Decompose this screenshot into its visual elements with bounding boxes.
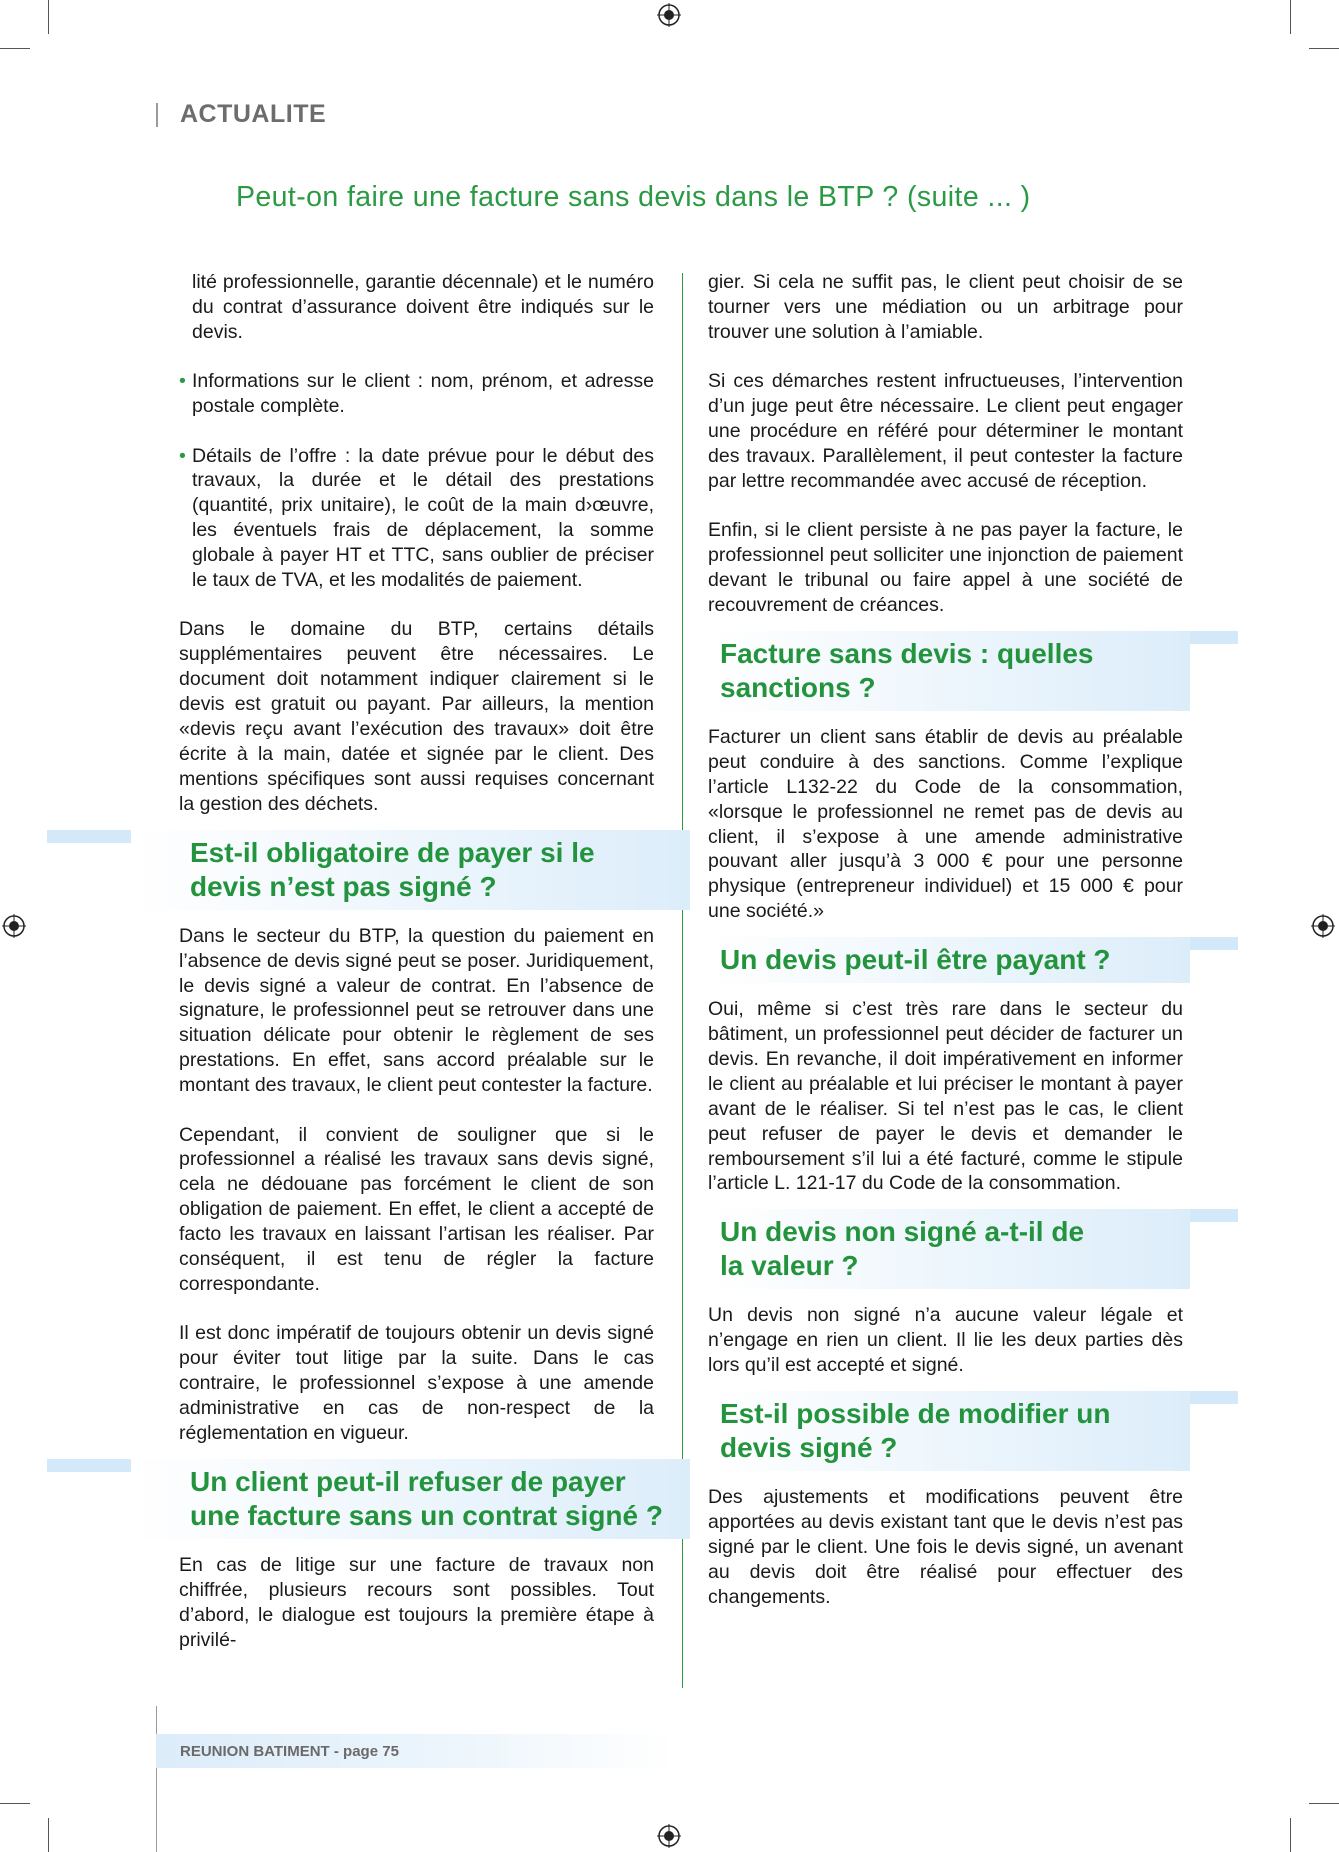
- heading-line: la valeur ?: [720, 1250, 859, 1282]
- footer-line: [156, 1706, 157, 1852]
- left-column: [179, 270, 663, 1653]
- heading-line: une facture sans un contrat signé ?: [190, 1499, 663, 1531]
- paragraph: Oui, même si c’est très rare dans le secteur du bâtiment, un professionnel peut décider de facturer un devis. En revanche, il doit impérativement en informer le client au préalable et lui préciser le montant à payer avant de le réaliser. Si tel n’est pas le cas, le client peut refuser de payer le devis et demander le remboursement s’il lui a été facturé, comme le stipule l’article L. 121-17 du Code de la consommation.: [708, 998, 1183, 1195]
- bullet-icon: •: [179, 444, 186, 467]
- paragraph: Dans le secteur du BTP, la question du paiement en l’absence de devis signé peut se poser. Juridiquement, le devis signé a valeur de contrat. En l’absence de signature, le professionnel peut se retrouver dans une situation délicate pour obtenir le règlement de ses prestations. En effet, sans accord préalable sur le montant des travaux, le client peut contester la facture.: [179, 924, 654, 1097]
- crop-mark: [48, 1818, 49, 1852]
- crop-mark: [1309, 1803, 1339, 1804]
- bullet-item: [179, 369, 654, 419]
- registration-mark-icon: [657, 3, 681, 27]
- section-heading: [708, 631, 1190, 711]
- section-heading: [708, 1391, 1190, 1471]
- heading-line: Facture sans devis : quelles: [720, 637, 1094, 669]
- paragraph: Un devis non signé n’a aucune valeur légale et n’engage en rien un client. Il lie les deux parties dès lors qu’il est accepté et signé.: [708, 1304, 1183, 1377]
- crop-mark: [1290, 1818, 1291, 1852]
- section-heading: [131, 1459, 690, 1539]
- heading-line: devis n’est pas signé ?: [190, 870, 497, 902]
- section-heading: [708, 937, 1190, 983]
- registration-mark-icon: [2, 914, 26, 938]
- paragraph: Cependant, il convient de souligner que si le professionnel a réalisé les travaux sans devis signé, cela ne dédouane pas forcément le client de son obligation de paiement. En effet, le client a accepté de facto les travaux en laissant l’artisan les réaliser. Par conséquent, il est tenu de régler la facture correspondante.: [179, 1123, 654, 1295]
- paragraph: Enfin, si le client persiste à ne pas payer la facture, le professionnel peut solliciter une injonction de paiement devant le tribunal ou faire appel à une société de recouvrement de créances.: [708, 519, 1183, 616]
- section-bar: [156, 103, 158, 127]
- crop-mark: [0, 48, 30, 49]
- section-heading: [708, 1209, 1190, 1289]
- crop-mark: [0, 1803, 30, 1804]
- heading-line: Un devis non signé a-t-il de: [720, 1216, 1085, 1248]
- heading-line: Un client peut-il refuser de payer: [190, 1465, 626, 1497]
- page-title: Peut-on faire une facture sans devis dans le BTP ? (suite ... ): [236, 181, 1031, 213]
- registration-mark-icon: [657, 1824, 681, 1848]
- crop-mark: [1309, 48, 1339, 49]
- footer-page-label: REUNION BATIMENT - page 75: [180, 1743, 399, 1760]
- heading-line: sanctions ?: [720, 671, 876, 703]
- paragraph: En cas de litige sur une facture de travaux non chiffrée, plusieurs recours sont possibles. Tout d’abord, le dialogue est toujours la première étape à privilé-: [179, 1553, 654, 1651]
- paragraph: Dans le domaine du BTP, certains détails supplémentaires peuvent être nécessaires. Le document doit notamment indiquer clairement si le devis est gratuit ou payant. Par ailleurs, la mention «devis reçu avant l’exécution des travaux» doit être écrite à la main, datée et signée par le client. Des mentions spécifiques sont aussi requises concernant la gestion des déchets.: [179, 618, 654, 815]
- heading-line: Est-il possible de modifier un: [720, 1398, 1111, 1430]
- bullet-icon: •: [179, 370, 186, 393]
- bullet-item: [179, 444, 654, 593]
- paragraph: gier. Si cela ne suffit pas, le client peut choisir de se tourner vers une médiation ou un arbitrage pour trouver une solution à l’amiable.: [708, 271, 1183, 343]
- paragraph: lité professionnelle, garantie décennale) et le numéro du contrat d’assurance doivent être indiqués sur le devis.: [192, 271, 654, 343]
- section-heading: [131, 830, 690, 910]
- paragraph: Des ajustements et modifications peuvent être apportées au devis existant tant que le devis n’est pas signé par le client. Une fois le devis signé, un avenant au devis doit être réalisé pour effectuer des changements.: [708, 1486, 1183, 1608]
- registration-mark-icon: [1311, 914, 1335, 938]
- heading-line: devis signé ?: [720, 1432, 898, 1464]
- heading-line: Un devis peut-il être payant ?: [720, 944, 1111, 976]
- paragraph: Si ces démarches restent infructueuses, l’intervention d’un juge peut être nécessaire. Le client peut engager une procédure en référé pour déterminer le montant des travaux. Parallèlement, il peut contester la facture par lettre recommandée avec accusé de réception.: [708, 370, 1183, 492]
- section-label: ACTUALITE: [180, 100, 327, 128]
- crop-mark: [48, 0, 49, 34]
- crop-mark: [1290, 0, 1291, 34]
- right-column: [708, 270, 1183, 1610]
- paragraph: Facturer un client sans établir de devis au préalable peut conduire à des sanctions. Comme l’explique l’article L132-22 du Code de la consommation, «lorsque le professionnel ne remet pas de devis au client, il s’expose à une amende administrative pouvant aller jusqu’à 3 000 € pour une personne physique (entrepreneur individuel) et 15 000 € pour une société.»: [708, 725, 1183, 923]
- bullet-text: Informations sur le client : nom, prénom, et adresse postale complète.: [192, 370, 654, 418]
- paragraph: Il est donc impératif de toujours obtenir un devis signé pour éviter tout litige par la suite. Dans le cas contraire, le professionnel s’expose à une amende administrative en cas de non-respect de la réglementation en vigueur.: [179, 1322, 654, 1445]
- heading-line: Est-il obligatoire de payer si le: [190, 836, 595, 868]
- bullet-text: Détails de l’offre : la date prévue pour le début des travaux, la durée et le détail des prestations (quantité, prix unitaire), le coût de la main d›œuvre, les éventuels frais de déplacement, la somme globale à payer HT et TTC, sans oublier de préciser le taux de TVA, et les modalités de paiement.: [192, 444, 654, 592]
